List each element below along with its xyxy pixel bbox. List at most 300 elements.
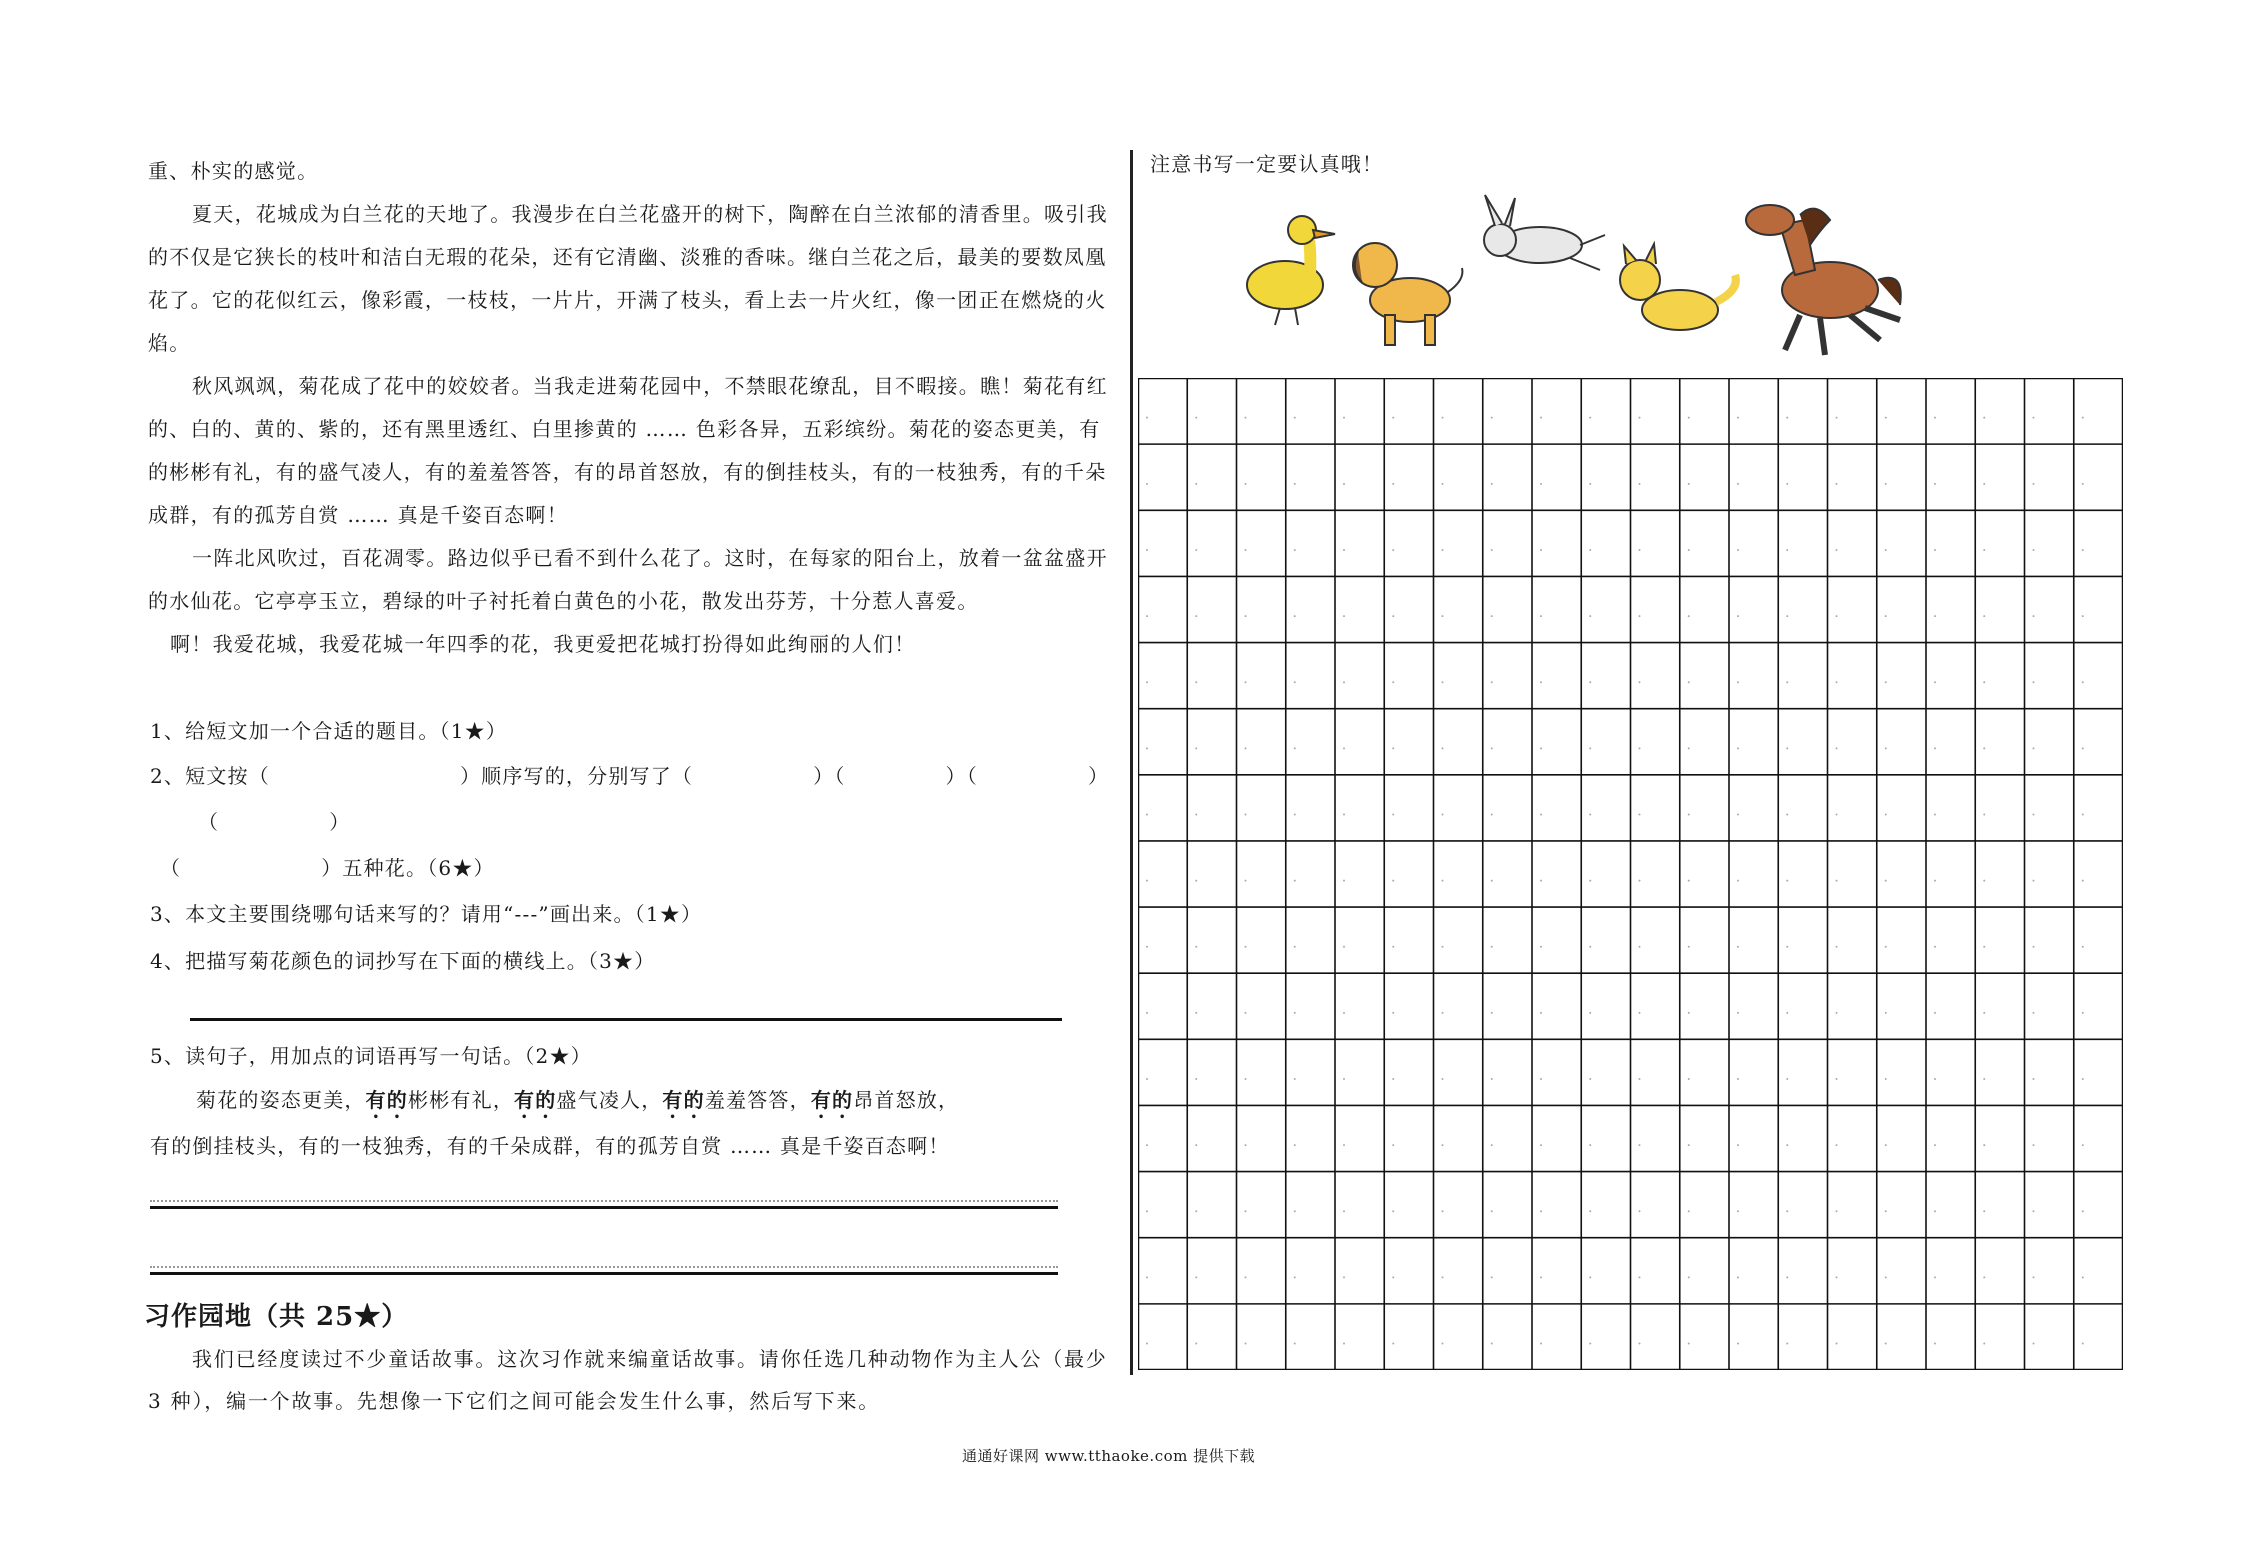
- grid-cell-dot: [1934, 1144, 1936, 1146]
- grid-cell-dot: [1836, 1012, 1838, 1014]
- grid-cell-dot: [1589, 549, 1591, 551]
- grid-cell-dot: [1294, 681, 1296, 683]
- grid-cell-dot: [1589, 483, 1591, 485]
- grid-cell-dot: [1195, 615, 1197, 617]
- grid-cell-dot: [1540, 483, 1542, 485]
- grid-cell-dot: [2082, 1343, 2084, 1345]
- grid-cell-dot: [1195, 549, 1197, 551]
- grid-cell-dot: [1737, 615, 1739, 617]
- grid-cell-dot: [1934, 747, 1936, 749]
- passage-paragraph-conclusion: 啊！我爱花城，我爱花城一年四季的花，我更爱把花城打扮得如此绚丽的人们！: [170, 632, 916, 656]
- grid-cell-dot: [1688, 549, 1690, 551]
- grid-cell-dot: [1639, 747, 1641, 749]
- grid-cell-dot: [1885, 1276, 1887, 1278]
- grid-cell-dot: [1639, 549, 1641, 551]
- dog-icon: [1353, 243, 1462, 345]
- grid-cell-dot: [2033, 1144, 2035, 1146]
- grid-cell-dot: [1639, 1144, 1641, 1146]
- grid-cell-dot: [2082, 1078, 2084, 1080]
- grid-cell-dot: [2082, 483, 2084, 485]
- grid-cell-dot: [1294, 1144, 1296, 1146]
- grid-cell-dot: [2082, 615, 2084, 617]
- grid-cell-dot: [1983, 1078, 1985, 1080]
- grid-cell-dot: [1392, 1012, 1394, 1014]
- grid-cell-dot: [2033, 681, 2035, 683]
- grid-cell-dot: [1343, 615, 1345, 617]
- grid-cell-dot: [1688, 681, 1690, 683]
- grid-cell-dot: [2082, 1210, 2084, 1212]
- grid-cell-dot: [1392, 1078, 1394, 1080]
- grid-cell-dot: [1639, 813, 1641, 815]
- grid-cell-dot: [1934, 880, 1936, 882]
- footer-source: 通通好课网 www.tthaoke.com 提供下载: [962, 1447, 1256, 1465]
- grid-cell-dot: [1195, 1012, 1197, 1014]
- grid-cell-dot: [1983, 417, 1985, 419]
- grid-cell-dot: [1392, 813, 1394, 815]
- grid-cell-dot: [1639, 1343, 1641, 1345]
- grid-cell-dot: [1146, 615, 1148, 617]
- grid-cell-dot: [1294, 813, 1296, 815]
- grid-cell-dot: [1442, 1012, 1444, 1014]
- grid-cell-dot: [1885, 813, 1887, 815]
- grid-cell-dot: [1491, 1078, 1493, 1080]
- grid-cell-dot: [1392, 1144, 1394, 1146]
- grid-cell-dot: [1589, 681, 1591, 683]
- passage-paragraph-winter: 一阵北风吹过，百花凋零。路边似乎已看不到什么花了。这时，在每家的阳台上，放着一盆盆盛开的水仙花。它亭亭玉立，碧绿的叶子衬托着白黄色的小花，散发出芬芳，十分惹人喜爱。: [148, 546, 1108, 613]
- dotted-word: 有的: [514, 1088, 557, 1112]
- grid-cell-dot: [1737, 1343, 1739, 1345]
- grid-cell-dot: [1146, 681, 1148, 683]
- grid-cell-dot: [1195, 813, 1197, 815]
- grid-cell-dot: [1540, 1078, 1542, 1080]
- grid-cell-dot: [1491, 880, 1493, 882]
- grid-cell-dot: [1146, 483, 1148, 485]
- grid-cell-dot: [1786, 417, 1788, 419]
- grid-cell-dot: [1195, 1144, 1197, 1146]
- grid-cell-dot: [1491, 813, 1493, 815]
- grid-cell-dot: [1786, 1144, 1788, 1146]
- grid-cell-dot: [1294, 615, 1296, 617]
- grid-cell-dot: [1737, 1144, 1739, 1146]
- grid-cell-dot: [1934, 946, 1936, 948]
- grid-cell-dot: [1688, 946, 1690, 948]
- grid-cell-dot: [1688, 1078, 1690, 1080]
- grid-cell-dot: [1688, 615, 1690, 617]
- grid-cell-dot: [1491, 483, 1493, 485]
- grid-cell-dot: [2082, 1276, 2084, 1278]
- grid-cell-dot: [1934, 813, 1936, 815]
- grid-cell-dot: [1294, 417, 1296, 419]
- grid-cell-dot: [1836, 681, 1838, 683]
- column-divider: [1130, 150, 1133, 1375]
- grid-cell-dot: [1195, 946, 1197, 948]
- grid-cell-dot: [1934, 1276, 1936, 1278]
- grid-cell-dot: [1983, 549, 1985, 551]
- grid-cell-dot: [1589, 1210, 1591, 1212]
- grid-cell-dot: [1983, 813, 1985, 815]
- reading-passage: [148, 150, 1108, 666]
- grid-cell-dot: [1934, 1343, 1936, 1345]
- question-2-line-2: （ ）: [198, 810, 351, 834]
- grid-cell-dot: [1639, 880, 1641, 882]
- grid-cell-dot: [2082, 681, 2084, 683]
- grid-cell-dot: [1491, 1343, 1493, 1345]
- grid-cell-dot: [1589, 747, 1591, 749]
- grid-cell-dot: [1786, 483, 1788, 485]
- grid-cell-dot: [1934, 681, 1936, 683]
- grid-cell-dot: [2033, 615, 2035, 617]
- grid-cell-dot: [2033, 1276, 2035, 1278]
- grid-cell-dot: [1392, 615, 1394, 617]
- grid-cell-dot: [1146, 1343, 1148, 1345]
- grid-cell-dot: [1195, 1343, 1197, 1345]
- grid-cell-dot: [1737, 1078, 1739, 1080]
- question-5: 5、读句子，用加点的词语再写一句话。（2★）: [150, 1044, 592, 1068]
- writing-grid[interactable]: [1138, 378, 2123, 1370]
- grid-cell-dot: [2082, 747, 2084, 749]
- grid-cell-dot: [1245, 1276, 1247, 1278]
- grid-cell-dot: [1540, 615, 1542, 617]
- grid-cell-dot: [1146, 417, 1148, 419]
- passage-paragraph-autumn: 秋风飒飒，菊花成了花中的姣姣者。当我走进菊花园中，不禁眼花缭乱，目不暇接。瞧！菊花有红的、白的、黄的、紫的，还有黑里透红、白里掺黄的 …… 色彩各异，五彩缤纷。菊花的姿态更美，有的彬彬有礼，有的盛气凌人，有的羞羞答答，有的昂首怒放，有的倒挂枝头，有的一枝独秀，有的千朵成群，有的孤芳自赏 …… 真是千姿百态啊！: [148, 374, 1108, 527]
- grid-cell-dot: [1294, 1078, 1296, 1080]
- grid-cell-dot: [1688, 747, 1690, 749]
- grid-cell-dot: [1589, 946, 1591, 948]
- grid-cell-dot: [1540, 1343, 1542, 1345]
- grid-cell-dot: [2033, 483, 2035, 485]
- cartoon-animals-illustration: [1240, 190, 1920, 360]
- grid-cell-dot: [1737, 946, 1739, 948]
- grid-cell-dot: [1589, 615, 1591, 617]
- grid-cell-dot: [1934, 549, 1936, 551]
- grid-cell-dot: [1983, 1276, 1985, 1278]
- grid-cell-dot: [1491, 615, 1493, 617]
- writing-prompt: 我们已经度读过不少童话故事。这次习作就来编童话故事。请你任选几种动物作为主人公（最少 3 种），编一个故事。先想像一下它们之间可能会发生什么事，然后写下来。: [148, 1347, 1108, 1413]
- grid-cell-dot: [2033, 813, 2035, 815]
- grid-cell-dot: [1540, 880, 1542, 882]
- cat-icon: [1620, 244, 1736, 330]
- grid-cell-dot: [1442, 747, 1444, 749]
- grid-cell-dot: [1737, 549, 1739, 551]
- grid-cell-dot: [1836, 1144, 1838, 1146]
- grid-cell-dot: [1786, 681, 1788, 683]
- grid-cell-dot: [1934, 1012, 1936, 1014]
- grid-cell-dot: [1688, 1343, 1690, 1345]
- grid-cell-dot: [1885, 1012, 1887, 1014]
- grid-cell-dot: [1836, 747, 1838, 749]
- grid-cell-dot: [2033, 747, 2035, 749]
- grid-cell-dot: [1146, 1012, 1148, 1014]
- grid-cell-dot: [1343, 1078, 1345, 1080]
- grid-cell-dot: [1836, 813, 1838, 815]
- grid-cell-dot: [1885, 615, 1887, 617]
- grid-cell-dot: [1737, 880, 1739, 882]
- grid-cell-dot: [1934, 615, 1936, 617]
- grid-cell-dot: [2082, 549, 2084, 551]
- grid-cell-dot: [1688, 1210, 1690, 1212]
- grid-cell-dot: [1442, 549, 1444, 551]
- question-1: 1、给短文加一个合适的题目。（1★）: [150, 719, 508, 743]
- grid-cell-dot: [1737, 1276, 1739, 1278]
- grid-cell-dot: [2082, 1144, 2084, 1146]
- grid-cell-dot: [2082, 1012, 2084, 1014]
- grid-cell-dot: [1442, 1276, 1444, 1278]
- grid-cell-dot: [1639, 615, 1641, 617]
- grid-cell-dot: [2082, 813, 2084, 815]
- grid-cell-dot: [1540, 747, 1542, 749]
- grid-cell-dot: [1442, 880, 1444, 882]
- grid-cell-dot: [1885, 483, 1887, 485]
- grid-cell-dot: [1983, 1144, 1985, 1146]
- grid-cell-dot: [1245, 813, 1247, 815]
- grid-cell-dot: [1146, 880, 1148, 882]
- grid-cell-dot: [1836, 1276, 1838, 1278]
- grid-cell-dot: [1589, 1343, 1591, 1345]
- grid-cell-dot: [1294, 1343, 1296, 1345]
- grid-cell-dot: [1786, 946, 1788, 948]
- grid-cell-dot: [1392, 417, 1394, 419]
- grid-cell-dot: [1195, 417, 1197, 419]
- grid-cell-dot: [2082, 417, 2084, 419]
- grid-cell-dot: [1885, 417, 1887, 419]
- passage-paragraph-summer: 夏天，花城成为白兰花的天地了。我漫步在白兰花盛开的树下，陶醉在白兰浓郁的清香里。吸引我的不仅是它狭长的枝叶和洁白无瑕的花朵，还有它清幽、淡雅的香味。继白兰花之后，最美的要数凤凰花了。它的花似红云，像彩霞，一枝枝，一片片，开满了枝头，看上去一片火红，像一团正在燃烧的火焰。: [148, 202, 1108, 355]
- grid-cell-dot: [1540, 417, 1542, 419]
- grid-cell-dot: [1934, 1210, 1936, 1212]
- grid-cell-dot: [1589, 813, 1591, 815]
- grid-cell-dot: [1737, 417, 1739, 419]
- duck-icon: [1247, 216, 1335, 325]
- grid-cell-dot: [1245, 549, 1247, 551]
- grid-cell-dot: [1983, 946, 1985, 948]
- grid-cell-dot: [1442, 813, 1444, 815]
- rabbit-icon: [1484, 195, 1605, 270]
- grid-cell-dot: [1146, 1276, 1148, 1278]
- grid-cell-dot: [1491, 681, 1493, 683]
- grid-cell-dot: [1146, 549, 1148, 551]
- grid-cell-dot: [1442, 946, 1444, 948]
- grid-cell-dot: [1146, 946, 1148, 948]
- grid-cell-dot: [1343, 1210, 1345, 1212]
- grid-cell-dot: [1343, 880, 1345, 882]
- grid-cell-dot: [1392, 1276, 1394, 1278]
- answer-line-q5-2[interactable]: [150, 1272, 1058, 1275]
- grid-cell-dot: [1491, 417, 1493, 419]
- grid-cell-dot: [1294, 483, 1296, 485]
- grid-cell-dot: [1737, 1012, 1739, 1014]
- grid-cell-dot: [1294, 549, 1296, 551]
- grid-cell-dot: [1983, 615, 1985, 617]
- grid-cell-dot: [1885, 747, 1887, 749]
- grid-cell-dot: [1639, 1276, 1641, 1278]
- grid-cell-dot: [1688, 1012, 1690, 1014]
- grid-cell-dot: [1245, 946, 1247, 948]
- grid-cell-dot: [1885, 1343, 1887, 1345]
- grid-cell-dot: [2082, 946, 2084, 948]
- grid-cell-dot: [1195, 681, 1197, 683]
- grid-cell-dot: [1294, 1276, 1296, 1278]
- grid-cell-dot: [1639, 483, 1641, 485]
- grid-cell-dot: [1589, 1276, 1591, 1278]
- grid-cell-dot: [1392, 1343, 1394, 1345]
- grid-cell-dot: [1639, 417, 1641, 419]
- grid-cell-dot: [1836, 880, 1838, 882]
- grid-cell-dot: [1491, 747, 1493, 749]
- grid-cell-dot: [2033, 549, 2035, 551]
- grid-cell-dot: [1836, 1078, 1838, 1080]
- grid-cell-dot: [1195, 1276, 1197, 1278]
- grid-cell-dot: [1442, 1144, 1444, 1146]
- grid-cell-dot: [1491, 946, 1493, 948]
- answer-line-q4[interactable]: [190, 1018, 1062, 1021]
- grid-cell-dot: [1245, 483, 1247, 485]
- dotted-word: 有的: [365, 1088, 409, 1112]
- grid-cell-dot: [2033, 880, 2035, 882]
- grid-cell-dot: [1836, 1210, 1838, 1212]
- grid-cell-dot: [1392, 549, 1394, 551]
- grid-cell-dot: [1589, 880, 1591, 882]
- grid-cell-dot: [1786, 813, 1788, 815]
- grid-cell-dot: [1737, 813, 1739, 815]
- grid-cell-dot: [1245, 681, 1247, 683]
- grid-cell-dot: [1146, 747, 1148, 749]
- answer-line-q5-1[interactable]: [150, 1206, 1058, 1209]
- grid-cell-dot: [1589, 1144, 1591, 1146]
- grid-cell-dot: [1491, 1012, 1493, 1014]
- grid-cell-dot: [1343, 946, 1345, 948]
- grid-cell-dot: [1885, 549, 1887, 551]
- grid-cell-dot: [1245, 1343, 1247, 1345]
- grid-cell-dot: [1786, 1210, 1788, 1212]
- grid-cell-dot: [1540, 1012, 1542, 1014]
- grid-cell-dot: [1343, 549, 1345, 551]
- grid-cell-dot: [1589, 1078, 1591, 1080]
- grid-cell-dot: [1589, 417, 1591, 419]
- grid-cell-dot: [1688, 483, 1690, 485]
- grid-cell-dot: [1688, 1276, 1690, 1278]
- grid-cell-dot: [1491, 1210, 1493, 1212]
- grid-cell-dot: [1540, 681, 1542, 683]
- grid-cell-dot: [1245, 1210, 1247, 1212]
- question-5-sentence-line-2: 有的倒挂枝头，有的一枝独秀，有的千朵成群，有的孤芳自赏 …… 真是千姿百态啊！: [150, 1134, 950, 1158]
- grid-cell-dot: [1245, 615, 1247, 617]
- grid-cell-dot: [1245, 747, 1247, 749]
- grid-cell-dot: [2033, 1078, 2035, 1080]
- grid-cell-dot: [1589, 1012, 1591, 1014]
- grid-cell-dot: [1195, 880, 1197, 882]
- grid-cell-dot: [1786, 880, 1788, 882]
- grid-cell-dot: [2033, 1343, 2035, 1345]
- grid-cell-dot: [1392, 747, 1394, 749]
- grid-cell-dot: [1294, 946, 1296, 948]
- grid-cell-dot: [1442, 1343, 1444, 1345]
- grid-cell-dot: [1146, 1144, 1148, 1146]
- grid-cell-dot: [1885, 1144, 1887, 1146]
- grid-cell-dot: [1245, 1078, 1247, 1080]
- grid-cell-dot: [1146, 813, 1148, 815]
- grid-cell-dot: [1245, 1012, 1247, 1014]
- grid-cell-dot: [1540, 946, 1542, 948]
- grid-cell-dot: [1836, 946, 1838, 948]
- grid-cell-dot: [1442, 1210, 1444, 1212]
- grid-cell-dot: [1934, 417, 1936, 419]
- grid-cell-dot: [1639, 681, 1641, 683]
- grid-cell-dot: [1245, 417, 1247, 419]
- grid-cell-dot: [1836, 615, 1838, 617]
- grid-cell-dot: [1885, 880, 1887, 882]
- grid-cell-dot: [1786, 1343, 1788, 1345]
- grid-cell-dot: [1294, 1012, 1296, 1014]
- grid-cell-dot: [1885, 681, 1887, 683]
- writing-note: 注意书写一定要认真哦！: [1150, 152, 1384, 176]
- grid-cell-dot: [1392, 1210, 1394, 1212]
- dotted-word: 有的: [810, 1088, 854, 1112]
- grid-cell-dot: [1294, 880, 1296, 882]
- question-2: 2、短文按（ ）顺序写的，分别写了（ ）（ ）（ ）: [150, 764, 1110, 788]
- grid-cell-dot: [1442, 417, 1444, 419]
- grid-cell-dot: [1786, 1012, 1788, 1014]
- question-3: 3、本文主要围绕哪句话来写的？请用“---”画出来。（1★）: [150, 902, 703, 926]
- grid-cell-dot: [1983, 747, 1985, 749]
- grid-cell-dot: [1343, 1276, 1345, 1278]
- question-5-sentence-line-1: 菊花的姿态更美，有的彬彬有礼，有的盛气凌人，有的羞羞答答，有的昂首怒放，: [196, 1088, 960, 1112]
- grid-cell-dot: [1737, 1210, 1739, 1212]
- grid-cell-dot: [1786, 615, 1788, 617]
- section-title-writing: 习作园地（共 25★）: [144, 1302, 409, 1332]
- grid-cell-dot: [1786, 1276, 1788, 1278]
- grid-cell-dot: [1983, 1012, 1985, 1014]
- grid-cell-dot: [1195, 483, 1197, 485]
- grid-cell-dot: [1836, 1343, 1838, 1345]
- grid-cell-dot: [1343, 417, 1345, 419]
- grid-cell-dot: [1688, 880, 1690, 882]
- grid-cell-dot: [1294, 1210, 1296, 1212]
- grid-cell-dot: [1836, 549, 1838, 551]
- dotted-guide-line: [150, 1200, 1058, 1202]
- grid-cell-dot: [1688, 1144, 1690, 1146]
- grid-cell-dot: [1983, 681, 1985, 683]
- grid-cell-dot: [1442, 615, 1444, 617]
- grid-cell-dot: [1245, 1144, 1247, 1146]
- dotted-guide-line: [150, 1266, 1058, 1268]
- grid-cell-dot: [1885, 1210, 1887, 1212]
- grid-cell-dot: [1343, 681, 1345, 683]
- grid-cell-dot: [1836, 417, 1838, 419]
- grid-cell-dot: [1688, 813, 1690, 815]
- grid-cell-dot: [1639, 946, 1641, 948]
- grid-cell-dot: [1392, 681, 1394, 683]
- grid-cell-dot: [1343, 1012, 1345, 1014]
- dotted-word: 有的: [662, 1088, 705, 1112]
- grid-cell-dot: [1836, 483, 1838, 485]
- grid-cell-dot: [1639, 1012, 1641, 1014]
- grid-cell-dot: [1786, 747, 1788, 749]
- grid-cell-dot: [2033, 417, 2035, 419]
- grid-cell-dot: [1983, 1343, 1985, 1345]
- grid-cell-dot: [2033, 1210, 2035, 1212]
- passage-paragraph-0: 重、朴实的感觉。: [148, 159, 319, 183]
- grid-cell-dot: [1392, 946, 1394, 948]
- grid-cell-dot: [1934, 483, 1936, 485]
- grid-cell-dot: [1343, 1144, 1345, 1146]
- grid-cell-dot: [1639, 1078, 1641, 1080]
- grid-cell-dot: [1540, 1210, 1542, 1212]
- grid-cell-dot: [2082, 880, 2084, 882]
- grid-cell-dot: [1343, 813, 1345, 815]
- grid-cell-dot: [1786, 1078, 1788, 1080]
- grid-cell-dot: [2033, 1012, 2035, 1014]
- grid-cell-dot: [1934, 1078, 1936, 1080]
- grid-cell-dot: [1195, 1210, 1197, 1212]
